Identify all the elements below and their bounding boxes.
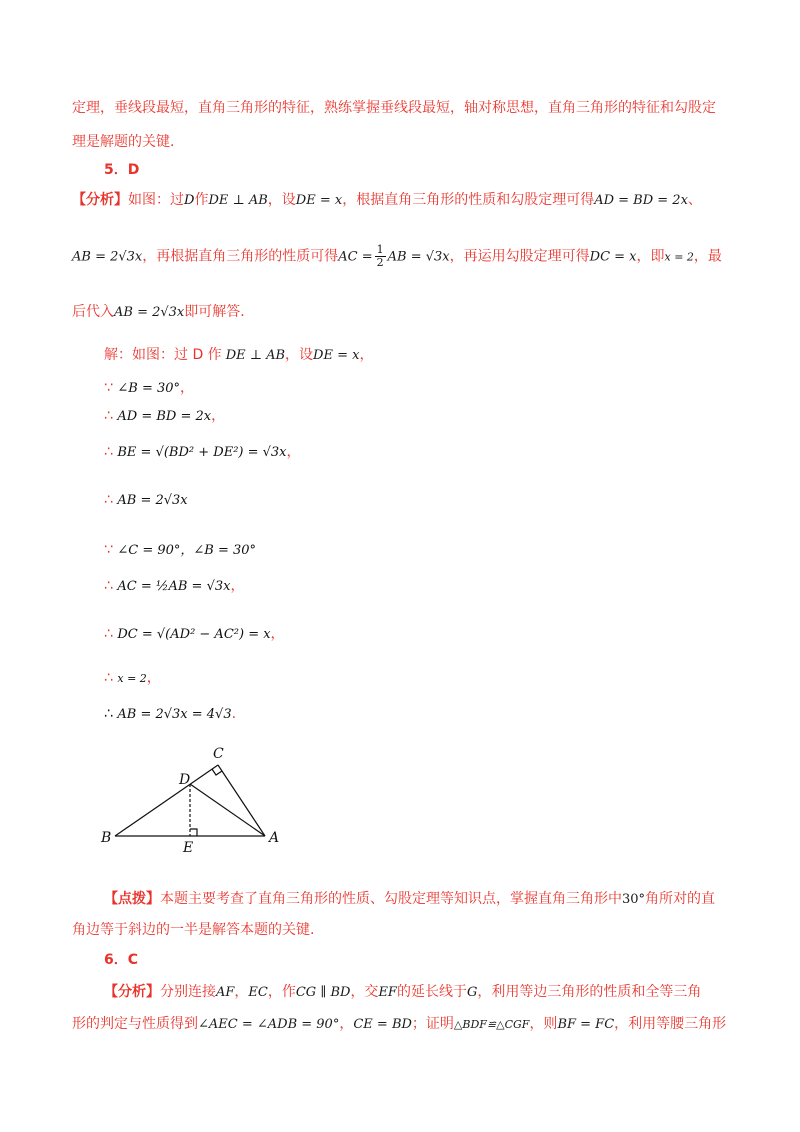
math: AF (216, 985, 235, 1000)
math: AB = √3x (387, 249, 450, 265)
math: AB = 2√3x (114, 305, 185, 320)
text: ， (339, 1016, 354, 1032)
text: 角所对的直 (645, 891, 716, 907)
intro-line-2: 理是解题的关键. (72, 134, 175, 150)
label-E: E (183, 840, 194, 854)
label-A: A (269, 830, 280, 846)
math: AC = (338, 249, 373, 265)
math: ∠AEC = ∠ADB = 90° (198, 1017, 340, 1032)
text: ，设 (267, 192, 296, 208)
math: EF (378, 985, 397, 1000)
segment-CA (218, 765, 265, 836)
tip-tag: 【点拨】 (104, 891, 160, 907)
q5-tip-line-2: 角边等于斜边的一半是解答本题的关键. (72, 922, 315, 938)
analysis-tag: 【分析】 (72, 192, 128, 208)
q5-analysis-line-1 (72, 190, 702, 211)
text: 形的判定与性质得到 (72, 1016, 198, 1032)
math: 30° (622, 892, 646, 907)
math: D (184, 193, 195, 208)
q5-solution-intro (104, 345, 373, 366)
math: G (466, 985, 478, 1000)
step-4: ∴ AB = 2√3x (104, 492, 188, 508)
text: ，利用等腰三角形 (614, 1016, 727, 1032)
q5-analysis-line-2 (72, 244, 722, 269)
right-angle-C (212, 769, 222, 775)
text: 解：如图：过 D 作 (104, 347, 222, 363)
step-6: ∴ AC = ½AB = √3x， (104, 578, 245, 594)
math: DE = x (295, 193, 343, 208)
math: DE ⊥ AB (208, 193, 268, 208)
text: ；证明 (411, 1016, 454, 1032)
label-B: B (101, 830, 112, 846)
math: DE ⊥ AB (225, 348, 286, 363)
step-2: ∴ AD = BD = 2x， (104, 408, 226, 424)
math: x = 2 (664, 250, 694, 264)
text: ，利用等边三角形的性质和全等三角 (477, 984, 702, 1000)
math: CG ∥ BD (295, 985, 351, 1000)
math: △BDF≌△CGF (453, 1018, 530, 1031)
analysis-tag: 【分析】 (104, 984, 160, 1000)
text: ，根据直角三角形的性质和勾股定理可得 (342, 192, 595, 208)
text: 的延长线于 (396, 984, 467, 1000)
q6-analysis-line-2 (72, 1014, 726, 1035)
text: ，最 (693, 248, 722, 265)
label-D: D (179, 772, 191, 788)
fraction: $\frac{1}{2}$ (376, 243, 384, 269)
text: ， (359, 347, 374, 363)
math: DC = x (589, 249, 637, 265)
math: AB = 2√3x (72, 249, 143, 265)
math: BF = FC (557, 1017, 615, 1032)
q6-heading: 6．C (104, 952, 139, 968)
step-3: ∴ BE = √(BD² + DE²) = √3x， (104, 444, 301, 460)
q5-analysis-line-3 (72, 302, 245, 323)
text: ，再根据直角三角形的性质可得 (142, 248, 339, 265)
step-7: ∴ DC = √(AD² − AC²) = x， (104, 626, 285, 642)
text: ，则 (529, 1016, 558, 1032)
label-C: C (213, 746, 224, 762)
text: 后代入 (72, 304, 114, 320)
step-8: ∴ x = 2， (104, 670, 161, 686)
text: 如图：过 (128, 192, 184, 208)
step-1: ∵ ∠B = 30°， (104, 380, 195, 396)
text: ，交 (350, 984, 379, 1000)
intro-line-1: 定理，垂线段最短，直角三角形的特征，熟练掌握垂线段最短，轴对称思想，直角三角形的特征和勾股定 (72, 100, 716, 116)
q5-heading: 5．D (104, 162, 140, 178)
step-5: ∵ ∠C = 90°，∠B = 30° (104, 542, 257, 558)
math: DE = x (313, 348, 360, 363)
text: ，作 (267, 984, 296, 1000)
text: ，再运用勾股定理可得 (449, 248, 590, 265)
triangle-diagram (95, 742, 295, 854)
q5-tip-line-1 (104, 889, 715, 910)
text: ， (234, 984, 249, 1000)
text: 作 (194, 192, 209, 208)
q6-analysis-line-1 (104, 982, 701, 1003)
math: AD = BD = 2x (594, 193, 688, 208)
segment-DA (190, 784, 265, 836)
text: 本题主要考查了直角三角形的性质、勾股定理等知识点，掌握直角三角形中 (160, 891, 622, 907)
segment-BC (115, 765, 218, 836)
step-9: ∴ AB = 2√3x = 4√3. (104, 706, 237, 722)
math: EC (248, 985, 268, 1000)
text: ，设 (285, 347, 314, 363)
text: 分别连接 (160, 984, 216, 1000)
math: CE = BD (353, 1017, 412, 1032)
right-angle-E (190, 829, 197, 836)
text: 即可解答. (184, 304, 245, 320)
text: ，即 (636, 248, 665, 265)
text: 、 (687, 192, 702, 208)
